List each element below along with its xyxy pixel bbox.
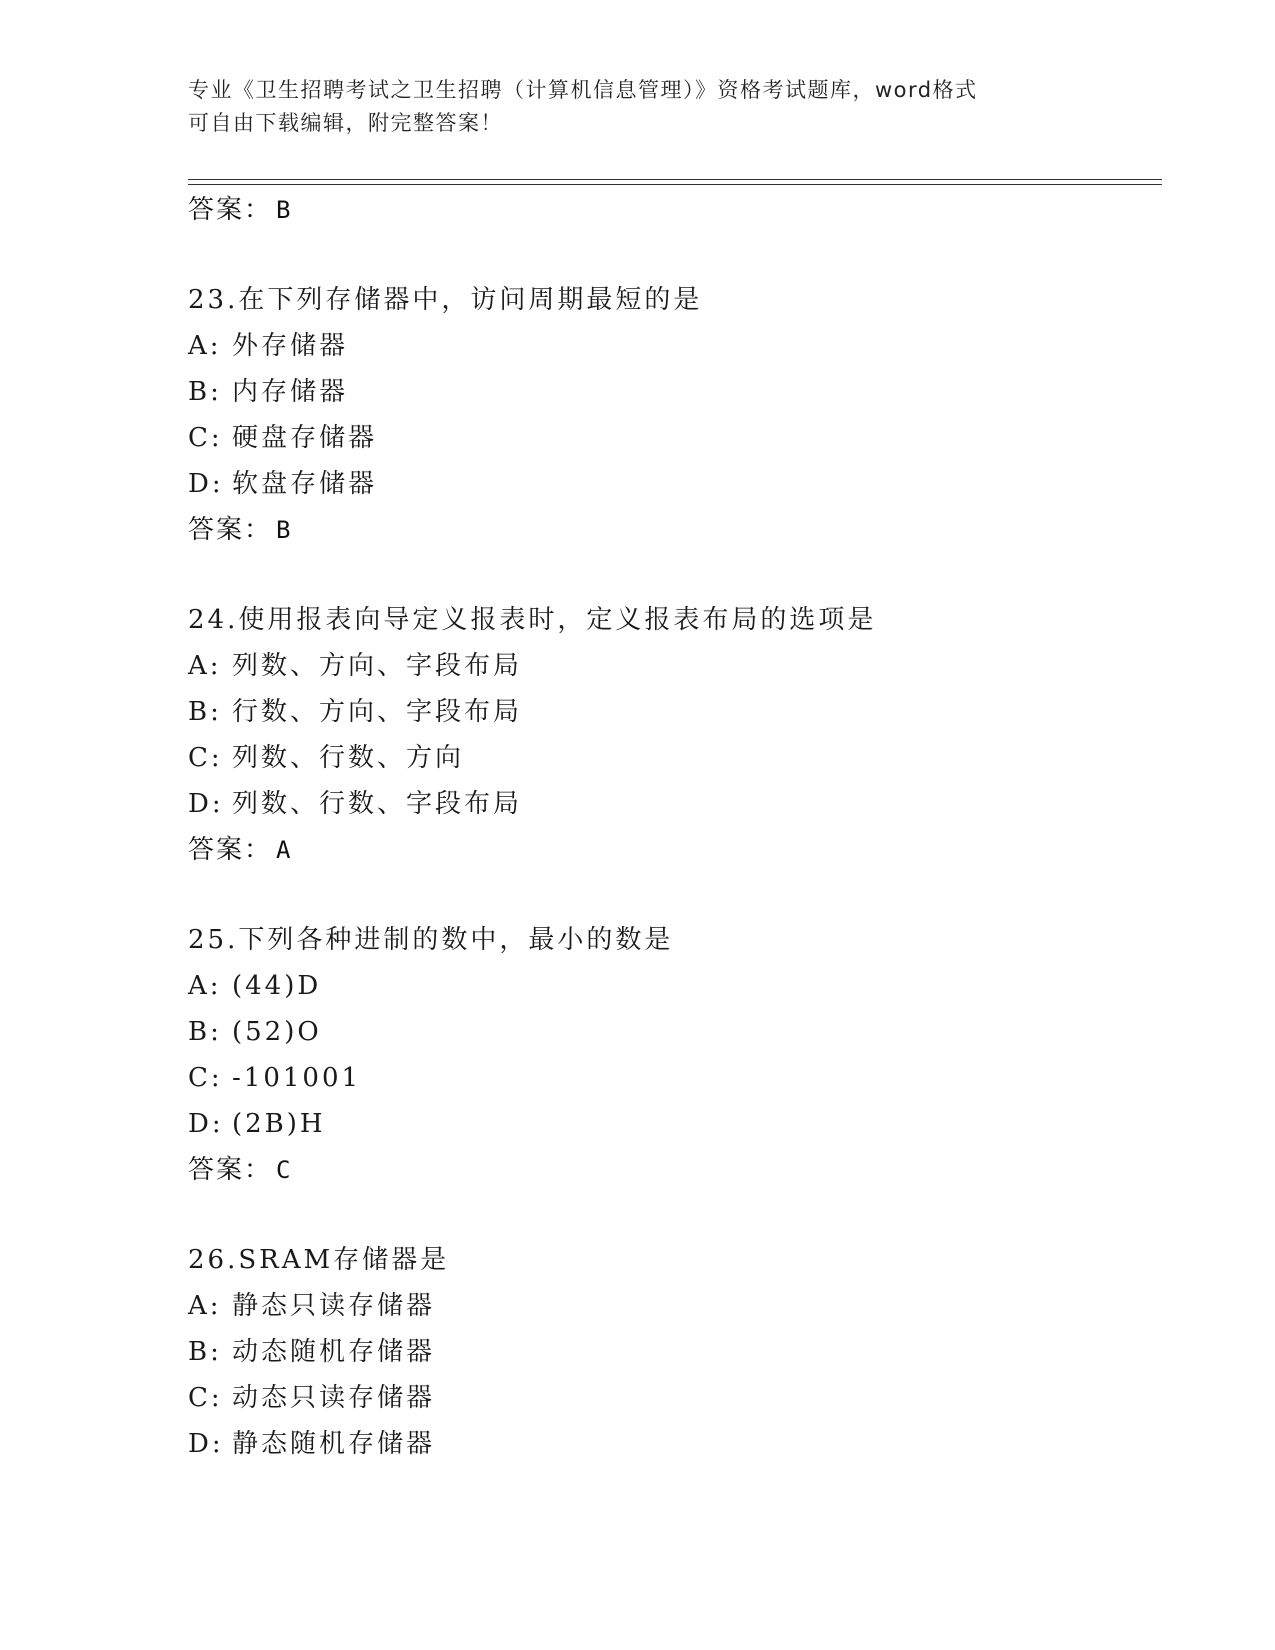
option-b <box>188 369 1162 415</box>
option-d <box>188 781 1162 827</box>
question-stem: 23.在下列存储器中，访问周期最短的是 <box>188 285 703 315</box>
option-text: 动态随机存储器 <box>232 1337 436 1367</box>
option-label: A: <box>188 651 222 681</box>
header-divider-bottom <box>188 184 1162 185</box>
option-text: (2B)H <box>232 1109 326 1139</box>
option-label: B: <box>188 1337 222 1367</box>
answer-label: 答案： <box>188 835 273 865</box>
question-stem: 24.使用报表向导定义报表时，定义报表布局的选项是 <box>188 605 877 635</box>
option-text: 外存储器 <box>232 331 349 361</box>
question-block <box>188 1237 1162 1467</box>
option-text: (52)O <box>232 1017 322 1047</box>
question-block <box>188 917 1162 1193</box>
question-stem: 26.SRAM存储器是 <box>188 1245 450 1275</box>
option-d <box>188 461 1162 507</box>
option-c <box>188 1375 1162 1421</box>
option-label: C: <box>188 1063 223 1093</box>
option-text: -101001 <box>232 1063 362 1093</box>
option-a <box>188 643 1162 689</box>
header-divider-top <box>188 179 1162 180</box>
option-text: 行数、方向、字段布局 <box>232 697 523 727</box>
answer-value: B <box>276 516 293 544</box>
answer-value: C <box>276 1156 293 1184</box>
option-label: D: <box>188 1109 224 1139</box>
option-d <box>188 1101 1162 1147</box>
page-header <box>188 74 1068 140</box>
header-line-1: 专业《卫生招聘考试之卫生招聘（计算机信息管理）》资格考试题库，word格式 <box>188 78 978 102</box>
option-label: A: <box>188 971 222 1001</box>
question-stem: 25.下列各种进制的数中，最小的数是 <box>188 925 674 955</box>
option-label: A: <box>188 331 222 361</box>
option-a <box>188 963 1162 1009</box>
answer <box>188 1147 1162 1193</box>
option-text: 内存储器 <box>232 377 349 407</box>
question-block <box>188 277 1162 553</box>
answer-label: 答案： <box>188 515 273 545</box>
option-label: C: <box>188 743 223 773</box>
option-a <box>188 1283 1162 1329</box>
option-label: D: <box>188 789 224 819</box>
option-text: 静态随机存储器 <box>232 1429 436 1459</box>
option-label: D: <box>188 469 224 499</box>
question-list <box>188 187 1162 1467</box>
option-c <box>188 1055 1162 1101</box>
option-label: B: <box>188 1017 222 1047</box>
option-b <box>188 1329 1162 1375</box>
answer-label: 答案： <box>188 195 273 225</box>
option-label: C: <box>188 1383 223 1413</box>
option-text: 静态只读存储器 <box>232 1291 436 1321</box>
option-text: 列数、行数、字段布局 <box>232 789 523 819</box>
option-text: 软盘存储器 <box>232 469 378 499</box>
option-text: 列数、行数、方向 <box>232 743 465 773</box>
option-d <box>188 1421 1162 1467</box>
answer <box>188 507 1162 553</box>
option-label: A: <box>188 1291 222 1321</box>
option-text: 硬盘存储器 <box>232 423 378 453</box>
option-c <box>188 735 1162 781</box>
option-text: 列数、方向、字段布局 <box>232 651 523 681</box>
option-text: (44)D <box>232 971 322 1001</box>
option-label: D: <box>188 1429 224 1459</box>
answer <box>188 827 1162 873</box>
option-label: B: <box>188 377 222 407</box>
previous-answer <box>188 187 1162 233</box>
option-b <box>188 689 1162 735</box>
option-label: B: <box>188 697 222 727</box>
option-c <box>188 415 1162 461</box>
option-label: C: <box>188 423 223 453</box>
question-block <box>188 597 1162 873</box>
option-b <box>188 1009 1162 1055</box>
option-text: 动态只读存储器 <box>232 1383 436 1413</box>
option-a <box>188 323 1162 369</box>
answer-value: B <box>276 196 293 224</box>
answer-value: A <box>276 836 293 864</box>
header-line-2: 可自由下载编辑，附完整答案！ <box>188 111 503 135</box>
answer-label: 答案： <box>188 1155 273 1185</box>
